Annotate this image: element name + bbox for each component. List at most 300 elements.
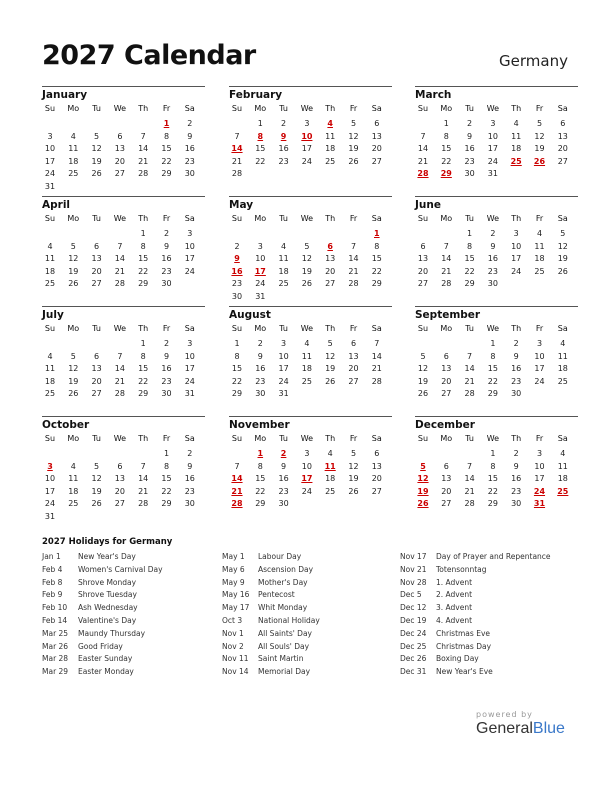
- calendar-day: 18: [68, 486, 79, 496]
- holiday-date: Dec 24: [400, 628, 427, 638]
- holiday-day: 2: [280, 449, 287, 458]
- holiday-name: New Year's Eve: [436, 667, 493, 677]
- calendar-day: 13: [114, 144, 125, 153]
- weekday-header: We: [300, 214, 314, 223]
- calendar-day: 29: [487, 499, 498, 508]
- holiday-day: 28: [231, 499, 243, 508]
- calendar-day: 4: [47, 241, 53, 251]
- month-divider: [415, 86, 578, 87]
- holiday-row: [400, 654, 580, 667]
- calendar-day: 18: [325, 474, 336, 483]
- calendar-day: 15: [255, 144, 266, 153]
- month-divider: [42, 306, 205, 307]
- calendar-day: 17: [44, 486, 56, 496]
- calendar-day: 13: [91, 254, 102, 263]
- month-name: January: [42, 89, 88, 101]
- calendar-day: 24: [511, 266, 522, 276]
- calendar-day: 1: [163, 449, 170, 458]
- calendar-day: 22: [441, 156, 452, 166]
- calendar-day: 28: [138, 169, 149, 178]
- calendar-day: 30: [255, 389, 266, 398]
- calendar-day: 12: [325, 351, 336, 361]
- calendar-day: 11: [301, 351, 312, 361]
- calendar-day: 30: [278, 499, 289, 508]
- calendar-day: 20: [417, 266, 429, 276]
- calendar-day: 10: [184, 351, 195, 361]
- calendar-day: 13: [441, 364, 452, 373]
- holiday-date: Feb 10: [42, 603, 68, 613]
- weekday-header: Sa: [557, 104, 568, 113]
- calendar-day: 11: [534, 241, 545, 251]
- holiday-day: 9: [234, 254, 240, 263]
- calendar-day: 9: [490, 241, 496, 251]
- weekday-header: Mo: [440, 104, 453, 113]
- holiday-date: Nov 2: [222, 641, 244, 651]
- holiday-date: May 9: [222, 577, 245, 587]
- weekday-header: Tu: [465, 104, 474, 113]
- calendar-day: 8: [490, 461, 496, 471]
- holiday-row: [42, 642, 222, 655]
- calendar-day: 19: [348, 474, 359, 483]
- calendar-day: 27: [417, 279, 429, 288]
- calendar-day: 18: [301, 364, 312, 373]
- holiday-row: [222, 603, 402, 616]
- calendar-day: 27: [91, 279, 102, 288]
- calendar-day: 29: [161, 499, 172, 508]
- weekday-header: Su: [417, 434, 429, 443]
- calendar-day: 12: [417, 364, 429, 373]
- weekday-header: Th: [325, 324, 336, 333]
- calendar-day: 25: [534, 266, 545, 276]
- calendar-day: 5: [327, 339, 333, 348]
- calendar-day: 11: [557, 461, 568, 471]
- calendar-day: 27: [114, 499, 125, 508]
- calendar-day: 12: [348, 131, 359, 141]
- calendar-day: 28: [464, 499, 475, 508]
- calendar-day: 14: [464, 474, 475, 483]
- calendar-day: 11: [511, 131, 522, 141]
- calendar-day: 3: [47, 131, 53, 141]
- calendar-day: 5: [420, 351, 426, 361]
- weekday-header: Tu: [92, 104, 101, 113]
- calendar-day: 10: [511, 241, 522, 251]
- weekday-header: Tu: [465, 324, 474, 333]
- weekday-header: Tu: [92, 324, 101, 333]
- calendar-day: 26: [91, 169, 102, 178]
- holiday-row: [42, 590, 222, 603]
- calendar-day: 11: [68, 474, 79, 483]
- calendar-day: 12: [534, 131, 545, 141]
- calendar-day: 12: [91, 144, 102, 153]
- holiday-row: [42, 629, 222, 642]
- holiday-date: Mar 25: [42, 628, 69, 638]
- weekday-header: Mo: [254, 324, 267, 333]
- calendar-day: 2: [257, 339, 263, 348]
- holiday-name: 3. Advent: [436, 603, 473, 613]
- calendar-day: 16: [278, 474, 289, 483]
- holiday-date: Dec 26: [400, 654, 427, 664]
- calendar-day: 1: [257, 119, 263, 128]
- calendar-day: 7: [140, 131, 146, 141]
- calendar-day: 7: [350, 241, 357, 251]
- holiday-name: Shrove Tuesday: [78, 590, 137, 600]
- calendar-day: 5: [560, 229, 566, 238]
- calendar-day: 1: [490, 339, 496, 348]
- month-divider: [415, 196, 578, 197]
- calendar-day: 6: [560, 119, 566, 128]
- calendar-day: 18: [68, 156, 79, 166]
- holiday-day: 25: [557, 486, 569, 496]
- calendar-day: 21: [138, 156, 149, 166]
- holiday-row: [400, 667, 580, 680]
- holiday-date: Dec 5: [400, 590, 422, 600]
- month-divider: [415, 306, 578, 307]
- calendar-day: 1: [467, 229, 473, 238]
- calendar-day: 16: [464, 144, 475, 153]
- holiday-row: [400, 629, 580, 642]
- calendar-day: 22: [371, 266, 382, 276]
- calendar-day: 20: [348, 364, 359, 373]
- calendar-day: 26: [417, 389, 429, 398]
- calendar-day: 27: [371, 156, 382, 166]
- month-name: April: [42, 199, 71, 211]
- holiday-row: [222, 654, 402, 667]
- calendar-day: 4: [304, 339, 310, 348]
- calendar-day: 10: [278, 351, 289, 361]
- weekday-header: Fr: [535, 434, 544, 443]
- calendar-day: 5: [350, 119, 357, 128]
- calendar-day: 4: [513, 119, 519, 128]
- weekday-header: Th: [325, 214, 336, 223]
- calendar-day: 18: [511, 144, 522, 153]
- calendar-day: 15: [464, 254, 475, 263]
- holiday-name: Labour Day: [258, 552, 302, 561]
- holiday-row: [400, 642, 580, 655]
- calendar-day: 1: [234, 339, 240, 348]
- calendar-day: 8: [374, 241, 380, 251]
- month-divider: [42, 196, 205, 197]
- weekday-header: Mo: [254, 214, 267, 223]
- calendar-day: 18: [557, 364, 568, 373]
- calendar-day: 14: [114, 364, 125, 373]
- calendar-day: 20: [325, 266, 336, 276]
- holiday-day: 17: [254, 266, 266, 276]
- calendar-day: 22: [138, 266, 149, 276]
- holiday-date: Nov 17: [400, 552, 427, 561]
- weekday-header: Fr: [349, 324, 358, 333]
- holiday-name: Valentine's Day: [78, 615, 137, 625]
- calendar-day: 20: [371, 474, 382, 483]
- country-name: Germany: [499, 52, 568, 70]
- calendar-day: 15: [487, 364, 498, 373]
- calendar-day: 3: [187, 339, 193, 348]
- holiday-name: 4. Advent: [436, 615, 473, 625]
- weekday-header: Su: [231, 434, 243, 443]
- month-name: July: [42, 309, 64, 321]
- calendar-day: 19: [68, 376, 79, 386]
- holiday-date: Jan 1: [42, 552, 61, 561]
- weekday-header: Mo: [440, 214, 453, 223]
- calendar-day: 14: [138, 474, 149, 483]
- weekday-header: Su: [417, 214, 429, 223]
- calendar-day: 27: [114, 169, 125, 178]
- holiday-name: Whit Monday: [258, 603, 308, 613]
- holiday-date: Dec 19: [400, 615, 427, 625]
- holiday-day: 6: [327, 241, 333, 251]
- calendar-day: 19: [68, 266, 79, 276]
- holiday-date: Oct 3: [222, 615, 243, 625]
- weekday-header: We: [486, 434, 500, 443]
- holiday-date: Dec 31: [400, 667, 427, 677]
- weekday-header: Fr: [535, 214, 544, 223]
- weekday-header: Fr: [349, 104, 358, 113]
- calendar-day: 6: [350, 339, 357, 348]
- calendar-day: 26: [68, 389, 79, 398]
- calendar-day: 21: [464, 376, 475, 386]
- holiday-day: 24: [533, 486, 546, 496]
- weekday-header: We: [300, 434, 314, 443]
- calendar-day: 19: [417, 376, 429, 386]
- weekday-header: Sa: [557, 434, 568, 443]
- holiday-day: 14: [231, 474, 243, 483]
- month-divider: [42, 416, 205, 417]
- calendar-day: 28: [114, 389, 125, 398]
- weekday-header: We: [113, 324, 127, 333]
- holiday-name: Totensonntag: [436, 564, 487, 574]
- generalblue-logo[interactable]: [476, 720, 565, 738]
- calendar-day: 31: [184, 389, 195, 398]
- calendar-day: 7: [140, 461, 146, 471]
- calendar-day: 7: [117, 351, 123, 361]
- calendar-day: 10: [534, 461, 545, 471]
- holiday-row: [400, 590, 580, 603]
- calendar-day: 25: [44, 279, 56, 288]
- calendar-day: 15: [441, 144, 452, 153]
- calendar-day: 24: [301, 156, 312, 166]
- holiday-name: Ash Wednesday: [78, 603, 138, 613]
- calendar-day: 30: [161, 389, 172, 398]
- calendar-day: 6: [443, 461, 449, 471]
- calendar-day: 17: [511, 254, 522, 263]
- holiday-day: 10: [301, 131, 313, 141]
- calendar-day: 6: [420, 241, 426, 251]
- calendar-day: 15: [255, 474, 266, 483]
- calendar-day: 13: [371, 461, 382, 471]
- calendar-day: 6: [94, 351, 100, 361]
- calendar-day: 2: [187, 119, 193, 128]
- weekday-header: Mo: [67, 434, 80, 443]
- calendar-day: 3: [536, 339, 543, 348]
- calendar-day: 31: [278, 389, 289, 398]
- calendar-day: 24: [184, 266, 195, 276]
- calendar-day: 3: [187, 229, 193, 238]
- calendar-day: 16: [184, 144, 195, 153]
- calendar-day: 29: [161, 169, 172, 178]
- calendar-day: 4: [47, 351, 53, 361]
- calendar-day: 3: [490, 119, 496, 128]
- holiday-day: 16: [231, 266, 243, 276]
- calendar-day: 27: [441, 389, 452, 398]
- weekday-header: Su: [44, 104, 56, 113]
- calendar-day: 21: [114, 266, 125, 276]
- holiday-date: May 17: [222, 603, 250, 613]
- calendar-day: 7: [234, 131, 240, 141]
- calendar-day: 13: [417, 254, 429, 263]
- holiday-name: 2. Advent: [436, 590, 473, 600]
- holiday-date: Nov 11: [222, 654, 249, 664]
- calendar-day: 29: [138, 389, 149, 398]
- weekday-header: Th: [511, 324, 522, 333]
- month-name: February: [229, 89, 283, 101]
- calendar-day: 23: [278, 486, 289, 496]
- holiday-row: [400, 616, 580, 629]
- calendar-day: 26: [348, 486, 359, 496]
- calendar-day: 13: [325, 254, 336, 263]
- weekday-header: Fr: [349, 214, 358, 223]
- weekday-header: Th: [325, 434, 336, 443]
- weekday-header: Tu: [279, 214, 288, 223]
- weekday-header: Fr: [535, 104, 544, 113]
- calendar-day: 19: [301, 266, 312, 276]
- holiday-date: Feb 9: [42, 590, 63, 600]
- weekday-header: Sa: [371, 104, 382, 113]
- weekday-header: Tu: [465, 214, 474, 223]
- calendar-day: 13: [441, 474, 452, 483]
- weekday-header: Mo: [254, 104, 267, 113]
- calendar-day: 5: [70, 241, 76, 251]
- weekday-header: Fr: [535, 324, 544, 333]
- calendar-day: 1: [140, 339, 146, 348]
- calendar-day: 15: [161, 144, 172, 153]
- calendar-day: 4: [70, 461, 76, 471]
- holiday-date: Mar 29: [42, 667, 69, 677]
- holiday-day: 17: [301, 474, 313, 483]
- calendar-day: 16: [161, 254, 172, 263]
- holiday-day: 29: [440, 169, 452, 178]
- holiday-name: All Souls' Day: [258, 641, 310, 651]
- calendar-day: 25: [278, 279, 289, 288]
- calendar-day: 11: [68, 144, 79, 153]
- calendar-day: 26: [91, 499, 102, 508]
- weekday-header: Su: [231, 214, 243, 223]
- calendar-day: 5: [94, 131, 100, 141]
- holiday-day: 9: [280, 131, 287, 141]
- calendar-day: 7: [374, 339, 380, 348]
- holiday-row: [222, 642, 402, 655]
- calendar-day: 5: [304, 241, 310, 251]
- month-name: March: [415, 89, 452, 101]
- calendar-day: 28: [464, 389, 475, 398]
- calendar-day: 24: [44, 499, 56, 508]
- calendar-day: 13: [114, 474, 125, 483]
- calendar-day: 30: [184, 499, 195, 508]
- calendar-day: 29: [371, 279, 382, 288]
- calendar-day: 19: [325, 364, 336, 373]
- calendar-day: 12: [91, 474, 102, 483]
- calendar-day: 17: [534, 364, 545, 373]
- calendar-day: 23: [464, 156, 475, 166]
- calendar-day: 29: [231, 389, 243, 398]
- calendar-day: 4: [281, 241, 287, 251]
- calendar-day: 17: [534, 474, 545, 483]
- calendar-day: 20: [114, 486, 125, 496]
- holiday-name: Saint Martin: [258, 654, 304, 664]
- calendar-day: 29: [138, 279, 149, 288]
- holiday-day: 19: [417, 486, 429, 496]
- calendar-day: 25: [68, 499, 79, 508]
- holiday-name: Good Friday: [78, 641, 123, 651]
- calendar-day: 9: [257, 351, 263, 361]
- calendar-day: 10: [487, 131, 498, 141]
- calendar-day: 31: [44, 181, 56, 191]
- calendar-day: 26: [325, 376, 336, 386]
- calendar-day: 22: [487, 486, 498, 496]
- calendar-day: 27: [557, 156, 568, 166]
- calendar-day: 16: [511, 474, 522, 483]
- holiday-date: Dec 12: [400, 603, 427, 613]
- calendar-day: 5: [536, 119, 543, 128]
- calendar-day: 8: [163, 461, 170, 471]
- calendar-day: 4: [327, 449, 333, 458]
- weekday-header: We: [486, 104, 500, 113]
- calendar-day: 15: [138, 254, 149, 263]
- holiday-day: 12: [417, 474, 429, 483]
- holiday-date: Nov 28: [400, 577, 427, 587]
- weekday-header: Th: [511, 104, 522, 113]
- calendar-day: 15: [371, 254, 382, 263]
- calendar-day: 5: [350, 449, 357, 458]
- calendar-day: 29: [255, 499, 266, 508]
- calendar-day: 9: [513, 351, 519, 361]
- calendar-day: 18: [278, 266, 289, 276]
- calendar-day: 16: [511, 364, 522, 373]
- weekday-header: Th: [138, 434, 149, 443]
- calendar-day: 14: [138, 144, 149, 153]
- weekday-header: Tu: [279, 434, 288, 443]
- calendar-day: 22: [138, 376, 149, 386]
- calendar-day: 25: [325, 156, 336, 166]
- calendar-day: 17: [278, 364, 289, 373]
- calendar-day: 22: [231, 376, 243, 386]
- calendar-day: 2: [513, 449, 519, 458]
- calendar-day: 19: [348, 144, 359, 153]
- calendar-day: 12: [301, 254, 312, 263]
- holiday-name: Easter Sunday: [78, 654, 133, 664]
- calendar-day: 4: [560, 339, 566, 348]
- calendar-day: 21: [138, 486, 149, 496]
- calendar-day: 24: [487, 156, 498, 166]
- calendar-day: 24: [301, 486, 312, 496]
- calendar-day: 20: [371, 144, 382, 153]
- holiday-date: Feb 4: [42, 564, 63, 574]
- calendar-day: 22: [161, 156, 172, 166]
- holiday-name: Mother's Day: [258, 577, 308, 587]
- weekday-header: We: [113, 104, 127, 113]
- calendar-day: 8: [140, 351, 146, 361]
- holiday-row: [222, 552, 402, 565]
- holiday-name: Ascension Day: [258, 564, 314, 574]
- calendar-day: 9: [163, 351, 170, 361]
- calendar-day: 2: [513, 339, 519, 348]
- calendar-day: 23: [511, 376, 522, 386]
- calendar-day: 19: [91, 486, 102, 496]
- calendar-day: 9: [513, 461, 519, 471]
- calendar-day: 17: [184, 254, 195, 263]
- month-name: October: [42, 419, 90, 431]
- month-divider: [229, 86, 392, 87]
- calendar-day: 8: [257, 461, 263, 471]
- calendar-day: 8: [163, 131, 170, 141]
